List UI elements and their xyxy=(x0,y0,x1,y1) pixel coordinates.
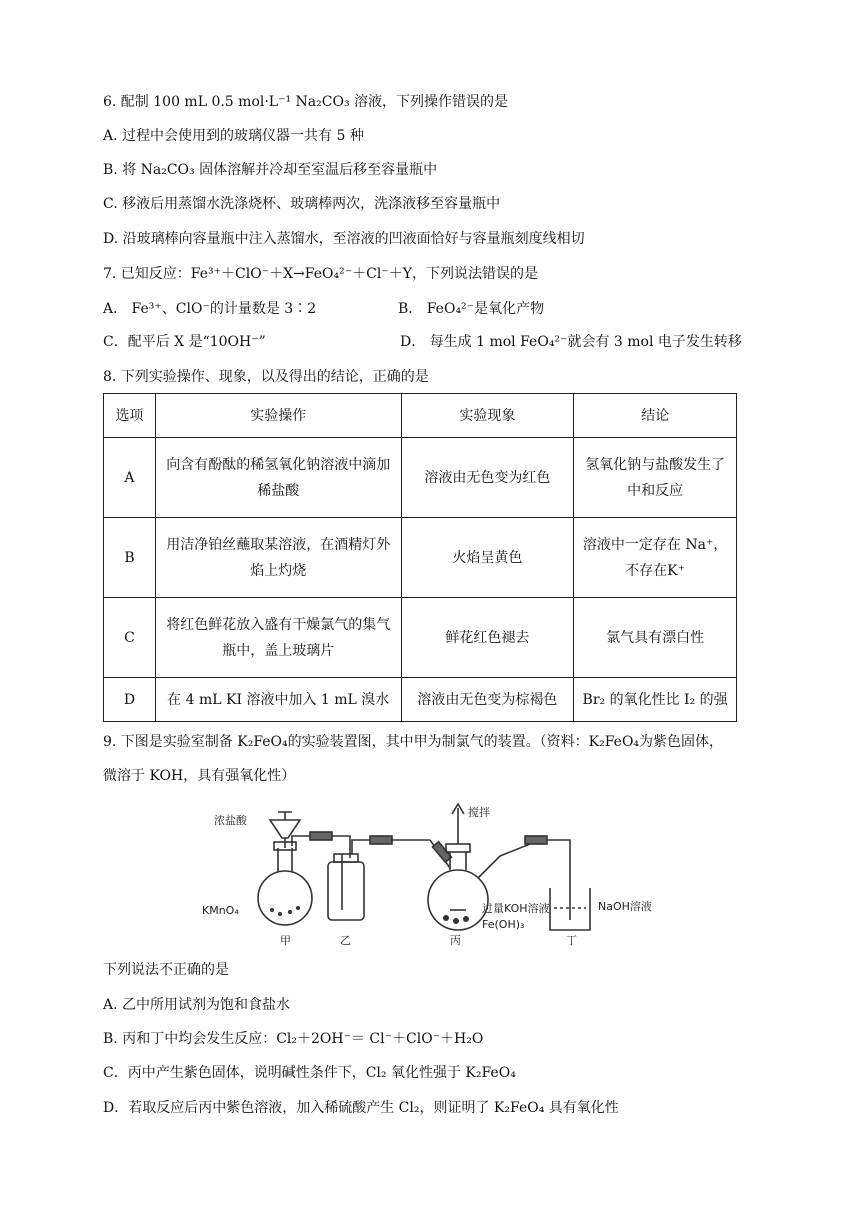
row-operation: 向含有酚酞的稀氢氧化钠溶液中滴加稀盐酸 xyxy=(155,438,401,518)
apparatus-diagram xyxy=(200,800,680,950)
row-conclusion: 氢氧化钠与盐酸发生了中和反应 xyxy=(574,438,737,518)
q9-stem-line1: 9. 下图是实验室制备 K₂FeO₄的实验装置图，其中甲为制氯气的装置。（资料：K₂FeO₄为紫色固体， xyxy=(103,734,724,750)
header-option: 选项 xyxy=(104,394,156,438)
q7-option-d: D． 每生成 1 mol FeO₄²⁻就会有 3 mol 电子发生转移 xyxy=(400,334,742,350)
q6-option-c: C. 移液后用蒸馏水洗涤烧杯、玻璃棒两次，洗涤液移至容量瓶中 xyxy=(103,196,501,212)
row-conclusion: Br₂ 的氧化性比 I₂ 的强 xyxy=(574,678,737,722)
q9-prompt: 下列说法不正确的是 xyxy=(103,962,229,978)
table-row xyxy=(104,518,737,598)
label-ding: 丁 xyxy=(566,934,577,947)
q9-option-c: C．丙中产生紫色固体，说明碱性条件下，Cl₂ 氧化性强于 K₂FeO₄ xyxy=(103,1065,516,1081)
row-phenomenon: 溶液由无色变为棕褐色 xyxy=(401,678,574,722)
label-koh: 过量KOH溶液 xyxy=(482,902,550,915)
q6-stem: 6. 配制 100 mL 0.5 mol·L⁻¹ Na₂CO₃ 溶液，下列操作错误的是 xyxy=(103,94,509,110)
experiment-table xyxy=(103,393,737,722)
label-stir: 搅拌 xyxy=(468,806,490,819)
q9-option-b: B. 丙和丁中均会发生反应：Cl₂＋2OH⁻＝ Cl⁻＋ClO⁻＋H₂O xyxy=(103,1031,484,1047)
q7-option-b: B． FeO₄²⁻是氧化产物 xyxy=(398,301,545,317)
q6-option-a: A. 过程中会使用到的玻璃仪器一共有 5 种 xyxy=(103,128,364,144)
q7-option-c: C．配平后 X 是“10OH⁻” xyxy=(103,334,266,350)
q6-option-b: B. 将 Na₂CO₃ 固体溶解并冷却至室温后移至容量瓶中 xyxy=(103,162,438,178)
q9-option-a: A. 乙中所用试剂为饱和食盐水 xyxy=(103,997,291,1013)
q7-stem: 7. 已知反应：Fe³⁺＋ClO⁻＋X→FeO₄²⁻＋Cl⁻＋Y，下列说法错误的是 xyxy=(103,266,538,282)
row-operation: 在 4 mL KI 溶液中加入 1 mL 溴水 xyxy=(155,678,401,722)
label-naoh: NaOH溶液 xyxy=(598,900,652,913)
row-operation: 将红色鲜花放入盛有干燥氯气的集气瓶中，盖上玻璃片 xyxy=(155,598,401,678)
row-option: A xyxy=(104,438,156,518)
q8-stem: 8. 下列实验操作、现象，以及得出的结论，正确的是 xyxy=(103,369,429,385)
q6-option-d: D. 沿玻璃棒向容量瓶中注入蒸馏水，至溶液的凹液面恰好与容量瓶刻度线相切 xyxy=(103,231,585,247)
label-bing: 丙 xyxy=(450,934,461,947)
table-row xyxy=(104,678,737,722)
label-jia: 甲 xyxy=(280,934,291,947)
header-phenomenon: 实验现象 xyxy=(401,394,574,438)
label-acid: 浓盐酸 xyxy=(214,814,247,827)
row-option: D xyxy=(104,678,156,722)
q9-option-d: D．若取反应后丙中紫色溶液，加入稀硫酸产生 Cl₂，则证明了 K₂FeO₄ 具有氧化性 xyxy=(103,1100,619,1116)
table-header-row xyxy=(104,394,737,438)
row-option: C xyxy=(104,598,156,678)
table-row xyxy=(104,438,737,518)
row-phenomenon: 火焰呈黄色 xyxy=(401,518,574,598)
table-row xyxy=(104,598,737,678)
row-conclusion: 氯气具有漂白性 xyxy=(574,598,737,678)
row-phenomenon: 鲜花红色褪去 xyxy=(401,598,574,678)
q9-stem-line2: 微溶于 KOH，具有强氧化性） xyxy=(103,768,296,784)
header-conclusion: 结论 xyxy=(574,394,737,438)
row-option: B xyxy=(104,518,156,598)
row-operation: 用洁净铂丝蘸取某溶液，在酒精灯外焰上灼烧 xyxy=(155,518,401,598)
header-operation: 实验操作 xyxy=(155,394,401,438)
label-feoh: Fe(OH)₃ xyxy=(482,918,525,931)
label-kmno4: KMnO₄ xyxy=(202,904,239,917)
row-conclusion: 溶液中一定存在 Na⁺，不存在K⁺ xyxy=(574,518,737,598)
flask-jia xyxy=(258,871,312,925)
bottle-yi xyxy=(328,862,364,920)
label-yi: 乙 xyxy=(340,934,351,947)
q7-option-a: A． Fe³⁺、ClO⁻的计量数是 3∶2 xyxy=(103,301,317,317)
row-phenomenon: 溶液由无色变为红色 xyxy=(401,438,574,518)
